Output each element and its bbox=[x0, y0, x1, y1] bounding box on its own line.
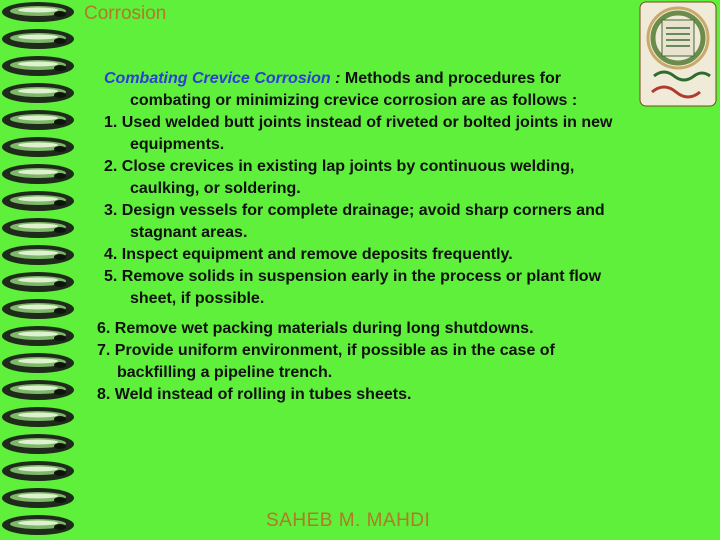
binding-ring bbox=[2, 83, 74, 103]
item-line-continued: equipments. bbox=[130, 136, 225, 153]
list-item-1 bbox=[104, 112, 613, 156]
list-item-5 bbox=[104, 266, 601, 310]
binding-ring bbox=[2, 218, 74, 238]
binding-ring bbox=[2, 407, 74, 427]
spiral-binding-icon bbox=[0, 0, 80, 540]
binding-ring bbox=[2, 380, 74, 400]
list-item-6 bbox=[97, 318, 534, 340]
intro-paragraph bbox=[104, 68, 704, 112]
item-line: 8. Weld instead of rolling in tubes sheets. bbox=[97, 386, 412, 403]
binding-ring bbox=[2, 272, 74, 292]
list-item-3 bbox=[104, 200, 605, 244]
binding-ring bbox=[2, 353, 74, 373]
item-line-continued: sheet, if possible. bbox=[130, 290, 265, 307]
binding-ring bbox=[2, 110, 74, 130]
item-line: 4. Inspect equipment and remove deposits frequently. bbox=[104, 246, 513, 263]
binding-ring bbox=[2, 56, 74, 76]
heading-colon: : bbox=[330, 70, 341, 87]
list-item-4 bbox=[104, 244, 513, 266]
item-line: 3. Design vessels for complete drainage; avoid sharp corners and bbox=[104, 202, 605, 219]
binding-ring bbox=[2, 29, 74, 49]
item-line-continued: backfilling a pipeline trench. bbox=[117, 364, 333, 381]
section-heading: Combating Crevice Corrosion bbox=[104, 70, 331, 87]
binding-ring bbox=[2, 515, 74, 535]
intro-text-continued: combating or minimizing crevice corrosion are as follows : bbox=[130, 92, 578, 109]
binding-ring bbox=[2, 326, 74, 346]
binding-ring bbox=[2, 488, 74, 508]
binding-ring bbox=[2, 245, 74, 265]
list-item-8 bbox=[97, 384, 411, 406]
binding-ring bbox=[2, 164, 74, 184]
item-line-continued: stagnant areas. bbox=[130, 224, 248, 241]
item-line: 2. Close crevices in existing lap joints by continuous welding, bbox=[104, 158, 575, 175]
binding-ring bbox=[2, 434, 74, 454]
list-item-2 bbox=[104, 156, 574, 200]
item-line-continued: caulking, or soldering. bbox=[130, 180, 301, 197]
binding-ring bbox=[2, 191, 74, 211]
author-footer: SAHEB M. MAHDI bbox=[266, 510, 431, 531]
item-line: 6. Remove wet packing materials during long shutdowns. bbox=[97, 320, 534, 337]
binding-ring bbox=[2, 461, 74, 481]
intro-text: Methods and procedures for bbox=[340, 70, 561, 87]
binding-ring bbox=[2, 2, 74, 22]
item-line: 5. Remove solids in suspension early in the process or plant flow bbox=[104, 268, 602, 285]
binding-ring bbox=[2, 299, 74, 319]
slide-title: Corrosion bbox=[84, 3, 167, 24]
item-line: 7. Provide uniform environment, if possible as in the case of bbox=[97, 342, 555, 359]
binding-ring bbox=[2, 137, 74, 157]
list-item-7 bbox=[97, 340, 555, 384]
item-line: 1. Used welded butt joints instead of riveted or bolted joints in new bbox=[104, 114, 613, 131]
